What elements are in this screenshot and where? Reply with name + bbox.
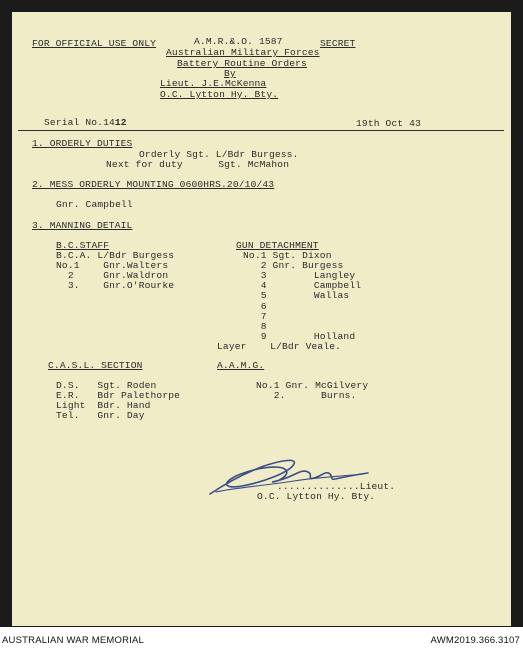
document-page [12, 12, 511, 626]
casl-row: E.R. Bdr Palethorpe [56, 390, 181, 401]
section-1-heading: 1. ORDERLY DUTIES [32, 138, 133, 149]
section-2-heading: 2. MESS ORDERLY MOUNTING 0600HRS.20/10/43 [32, 179, 275, 190]
gun-detachment-row: 6 [243, 301, 267, 312]
gun-detachment-row: 4 Campbell [243, 280, 362, 291]
header-rule [18, 130, 504, 131]
bc-staff-row: B.C.A. L/Bdr Burgess [56, 250, 175, 261]
section-3-heading: 3. MANNING DETAIL [32, 220, 133, 231]
gun-detachment-row: 7 [243, 311, 267, 322]
bc-staff-row: 3. Gnr.O'Rourke [56, 280, 175, 291]
serial-label: Serial No.1412 [44, 117, 127, 128]
gun-detachment-row: 9 Holland [243, 331, 356, 342]
header-line-5: O.C. Lytton Hy. Bty. [160, 89, 279, 100]
header-line-1: Australian Military Forces [166, 47, 320, 58]
bc-staff-row: No.1 Gnr.Walters [56, 260, 169, 271]
gun-layer: Layer L/Bdr Veale. [217, 341, 342, 352]
gun-detachment-row: 5 Wallas [243, 290, 350, 301]
footer-institution: AUSTRALIAN WAR MEMORIAL [2, 635, 145, 646]
aamg-title: A.A.M.G. [217, 360, 265, 371]
casl-row: Light Bdr. Hand [56, 400, 151, 411]
casl-section-title: C.A.S.L. SECTION [48, 360, 143, 371]
section-1-line-2: Next for duty Sgt. McMahon [106, 159, 290, 170]
classification-left: FOR OFFICIAL USE ONLY [32, 38, 157, 49]
reference-number: A.M.R.&.O. 1587 [194, 36, 283, 47]
gun-detachment-row: 8 [243, 321, 267, 332]
serial-date: 19th Oct 43 [356, 118, 421, 129]
footer-accession-number: AWM2019.366.3107 [430, 635, 520, 646]
classification-right: SECRET [320, 38, 356, 49]
bc-staff-row: 2 Gnr.Waldron [56, 270, 169, 281]
archive-footer [0, 627, 523, 653]
signature-line-2: O.C. Lytton Hy. Bty. [257, 491, 376, 502]
section-2-line-1: Gnr. Campbell [56, 199, 133, 210]
gun-detachment-row: 2 Gnr. Burgess [243, 260, 344, 271]
casl-row: D.S. Sgt. Roden [56, 380, 157, 391]
casl-row: Tel. Gnr. Day [56, 410, 145, 421]
gun-detachment-row: No.1 Sgt. Dixon [243, 250, 332, 261]
bc-staff-title: B.C.STAFF [56, 240, 110, 251]
signature-line-1: ..............Lieut. [277, 481, 396, 492]
header-line-3: By [224, 68, 236, 79]
aamg-row: 2. Burns. [256, 390, 357, 401]
section-1-line-1: Orderly Sgt. L/Bdr Burgess. [139, 149, 299, 160]
header-line-2: Battery Routine Orders [177, 58, 307, 69]
gun-detachment-title: GUN DETACHMENT [236, 240, 319, 251]
aamg-row: No.1 Gnr. McGilvery [256, 380, 369, 391]
header-line-4: Lieut. J.E.McKenna [160, 78, 267, 89]
gun-detachment-row: 3 Langley [243, 270, 356, 281]
